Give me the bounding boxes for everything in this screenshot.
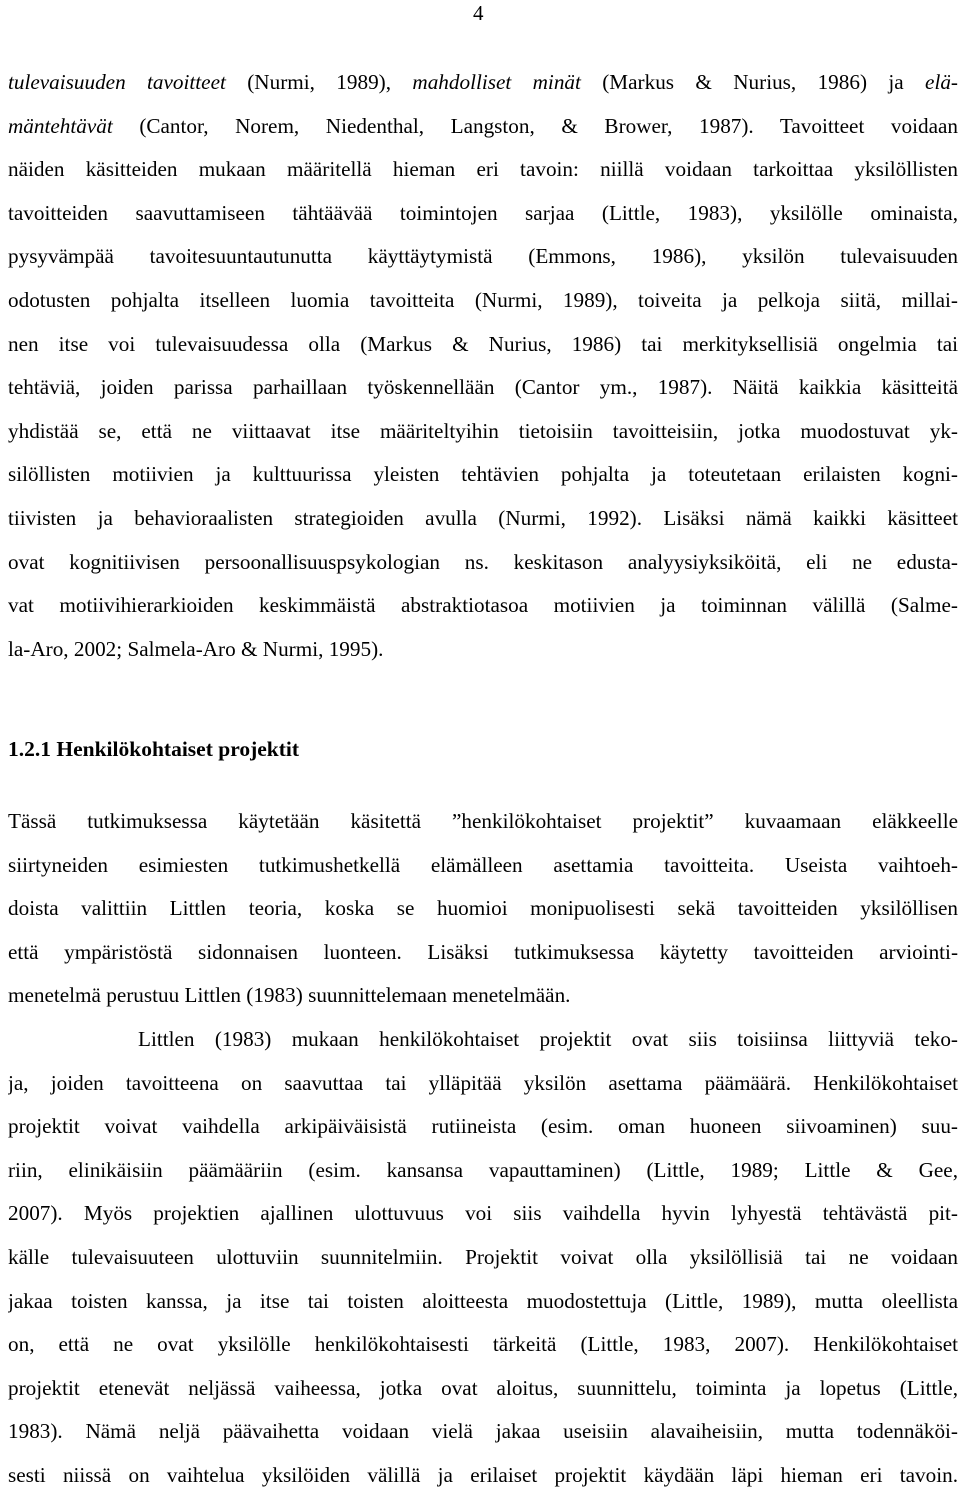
paragraph-line: doista valittiin Littlen teoria, koska se huomioi monipuolisesti sekä tavoitteiden yksilöllisen	[8, 896, 958, 921]
paragraph-line: tavoitteiden saavuttamiseen tähtäävää toimintojen sarjaa (Little, 1983), yksilölle ominaista,	[8, 200, 958, 225]
paragraph-line: projektit voivat vaihdella arkipäiväisistä rutiineista (esim. oman huoneen siivoaminen) suu-	[8, 1114, 958, 1139]
paragraph-line: ovat kognitiivisen persoonallisuuspsykologian ns. keskitason analyysiyksiköitä, eli ne edusta-	[8, 549, 958, 574]
paragraph-line: mäntehtävät (Cantor, Norem, Niedenthal, Langston, & Brower, 1987). Tavoitteet voidaan	[8, 113, 958, 138]
italic-term: mäntehtävät	[8, 113, 113, 138]
paragraph-goals-concepts	[8, 61, 958, 671]
paragraph-line: pysyvämpää tavoitesuuntautunutta käyttäytymistä (Emmons, 1986), yksilön tulevaisuuden	[8, 244, 958, 269]
paragraph-line: siirtyneiden esimiesten tutkimushetkellä elämälleen asettamia tavoitteita. Useista vaihtoeh-	[8, 852, 958, 877]
paragraph-line: riin, elinikäisiin päämääriin (esim. kansansa vapauttaminen) (Little, 1989; Little & Gee,	[8, 1157, 958, 1182]
paragraph-line: projektit etenevät neljässä vaiheessa, jotka ovat aloitus, suunnittelu, toiminta ja lopetus (Little,	[8, 1375, 958, 1400]
paragraph-line: 2007). Myös projektien ajallinen ulottuvuus voi siis vaihdella hyvin lyhyestä tehtävästä pit-	[8, 1201, 958, 1226]
paragraph-line: menetelmä perustuu Littlen (1983) suunnittelemaan menetelmään.	[8, 983, 571, 1008]
paragraph-line: källe tulevaisuuteen ulottuviin suunnitelmiin. Projektit voivat olla yksilöllisiä tai ne voidaan	[8, 1244, 958, 1269]
paragraph-line: jakaa toisten kanssa, ja itse tai toisten aloitteesta muodostettuja (Little, 1989), mutta oleellista	[8, 1288, 958, 1313]
paragraph-personal-projects	[8, 1018, 958, 1498]
section-heading: 1.2.1 Henkilökohtaiset projektit	[8, 737, 300, 761]
paragraph-line: odotusten pohjalta itselleen luomia tavoitteita (Nurmi, 1989), toiveita ja pelkoja siitä, millai-	[8, 287, 958, 312]
paragraph-line: on, että ne ovat yksilölle henkilökohtaisesti tärkeitä (Little, 1983, 2007). Henkilökohtaiset	[8, 1332, 958, 1357]
paragraph-line: tiivisten ja behavioraalisten strategioiden avulla (Nurmi, 1992). Lisäksi nämä kaikki käsitteet	[8, 505, 958, 530]
paragraph-method-choice	[8, 800, 958, 1018]
italic-term: mahdolliset minät	[412, 70, 581, 94]
paragraph-line: la-Aro, 2002; Salmela-Aro & Nurmi, 1995).	[8, 636, 384, 661]
paragraph-line: Littlen (1983) mukaan henkilökohtaiset projektit ovat siis toisiinsa liittyviä teko-	[138, 1027, 958, 1051]
paragraph-line: yhdistää se, että ne viittaavat itse määriteltyihin tietoisiin tavoitteisiin, jotka muodostuvat yk-	[8, 418, 958, 443]
paragraph-line: sesti niissä on vaihtelua yksilöiden välillä ja erilaiset projektit käydään läpi hieman eri tavoin.	[8, 1462, 958, 1487]
paragraph-line: tehtäviä, joiden parissa parhaillaan työskennellään (Cantor ym., 1987). Näitä kaikkia käsitteitä	[8, 375, 958, 400]
page-number: 4	[473, 1, 484, 25]
paragraph-line: tulevaisuuden tavoitteet (Nurmi, 1989), mahdolliset minät (Markus & Nurius, 1986) ja elä-	[8, 70, 958, 94]
paragraph-line: vat motiivihierarkioiden keskimmäistä abstraktiotasoa motiivien ja toiminnan välillä (Salme-	[8, 593, 958, 618]
paragraph-line: että ympäristöstä sidonnaisen luonteen. Lisäksi tutkimuksessa käytetty tavoitteiden arviointi-	[8, 939, 958, 964]
paragraph-line: Tässä tutkimuksessa käytetään käsitettä ”henkilökohtaiset projektit” kuvaamaan eläkkeelle	[8, 809, 958, 833]
italic-term: elä-	[925, 70, 958, 94]
paragraph-line: 1983). Nämä neljä päävaihetta voidaan vielä jakaa useisiin alavaiheisiin, mutta todennäköi-	[8, 1419, 958, 1444]
paragraph-line: näiden käsitteiden mukaan määritellä hieman eri tavoin: niillä voidaan tarkoittaa yksilöllisten	[8, 157, 958, 182]
paragraph-line: ja, joiden tavoitteena on saavuttaa tai ylläpitää yksilön asettama päämäärä. Henkilökohtaiset	[8, 1070, 958, 1095]
paragraph-line: silöllisten motiivien ja kulttuurissa yleisten tehtävien pohjalta ja toteutetaan erilaisten kogni-	[8, 462, 958, 487]
italic-term: tulevaisuuden tavoitteet	[8, 70, 226, 94]
paragraph-line: nen itse voi tulevaisuudessa olla (Markus & Nurius, 1986) tai merkityksellisiä ongelmia tai	[8, 331, 958, 356]
